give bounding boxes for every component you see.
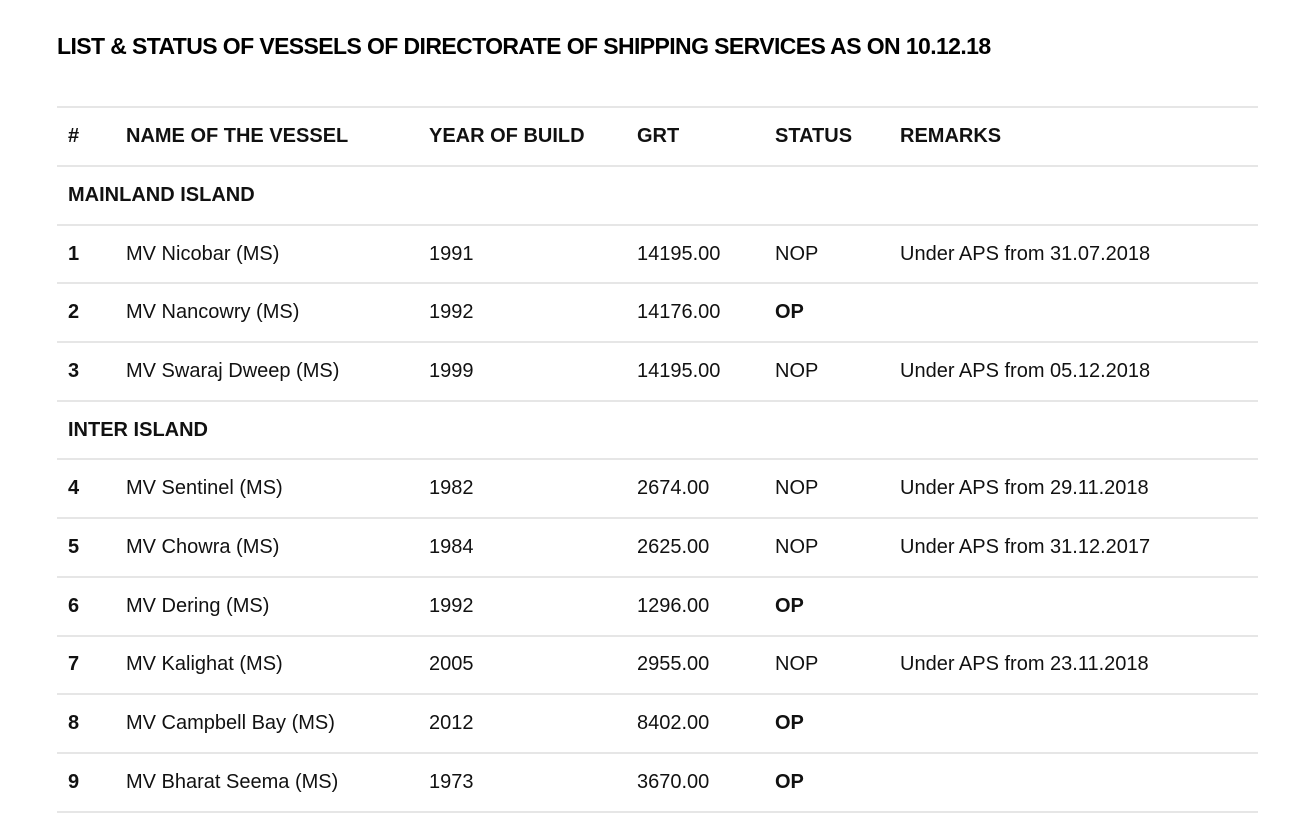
status-value: NOP	[764, 459, 889, 518]
status-value: OP	[764, 577, 889, 636]
remarks-value: Under APS from 31.07.2018	[889, 225, 1258, 284]
table-row	[57, 342, 1258, 401]
table-row	[57, 577, 1258, 636]
year-of-build: 1973	[418, 753, 626, 812]
year-of-build: 2005	[418, 636, 626, 695]
row-number: 1	[57, 225, 115, 284]
vessel-name: MV Swaraj Dweep (MS)	[115, 342, 418, 401]
year-of-build: 1992	[418, 283, 626, 342]
row-number: 9	[57, 753, 115, 812]
vessel-name: MV Bharat Seema (MS)	[115, 753, 418, 812]
group-label: MAINLAND ISLAND	[57, 166, 1258, 225]
grt-value: 1296.00	[626, 577, 764, 636]
column-header-grt: GRT	[626, 107, 764, 166]
remarks-value	[889, 577, 1258, 636]
status-value: NOP	[764, 342, 889, 401]
group-row-inter-island	[57, 401, 1258, 460]
grt-value: 3670.00	[626, 753, 764, 812]
remarks-value	[889, 283, 1258, 342]
year-of-build: 2012	[418, 694, 626, 753]
grt-value: 8402.00	[626, 694, 764, 753]
status-value: OP	[764, 753, 889, 812]
vessel-name: MV Kalighat (MS)	[115, 636, 418, 695]
table-row	[57, 753, 1258, 812]
remarks-value	[889, 753, 1258, 812]
page-title: LIST & STATUS OF VESSELS OF DIRECTORATE OF SHIPPING SERVICES AS ON 10.12.18	[57, 33, 991, 59]
table-row	[57, 636, 1258, 695]
row-number: 7	[57, 636, 115, 695]
year-of-build: 1991	[418, 225, 626, 284]
year-of-build: 1999	[418, 342, 626, 401]
row-number: 6	[57, 577, 115, 636]
grt-value: 2955.00	[626, 636, 764, 695]
column-header-name: NAME OF THE VESSEL	[115, 107, 418, 166]
vessel-name: MV Dering (MS)	[115, 577, 418, 636]
column-header-status: STATUS	[764, 107, 889, 166]
row-number: 3	[57, 342, 115, 401]
vessel-name: MV Nancowry (MS)	[115, 283, 418, 342]
remarks-value: Under APS from 29.11.2018	[889, 459, 1258, 518]
remarks-value: Under APS from 05.12.2018	[889, 342, 1258, 401]
grt-value: 2625.00	[626, 518, 764, 577]
group-label: INTER ISLAND	[57, 401, 1258, 460]
vessel-name: MV Sentinel (MS)	[115, 459, 418, 518]
table-header-row	[57, 107, 1258, 166]
grt-value: 14176.00	[626, 283, 764, 342]
remarks-value: Under APS from 31.12.2017	[889, 518, 1258, 577]
vessel-name: MV Nicobar (MS)	[115, 225, 418, 284]
row-number: 5	[57, 518, 115, 577]
group-row-mainland	[57, 166, 1258, 225]
vessels-table	[57, 106, 1258, 813]
grt-value: 14195.00	[626, 342, 764, 401]
status-value: OP	[764, 283, 889, 342]
row-number: 4	[57, 459, 115, 518]
table-row	[57, 694, 1258, 753]
status-value: NOP	[764, 225, 889, 284]
vessel-name: MV Chowra (MS)	[115, 518, 418, 577]
column-header-year: YEAR OF BUILD	[418, 107, 626, 166]
vessel-name: MV Campbell Bay (MS)	[115, 694, 418, 753]
row-number: 2	[57, 283, 115, 342]
table-row	[57, 518, 1258, 577]
status-value: OP	[764, 694, 889, 753]
status-value: NOP	[764, 518, 889, 577]
year-of-build: 1992	[418, 577, 626, 636]
row-number: 8	[57, 694, 115, 753]
grt-value: 2674.00	[626, 459, 764, 518]
column-header-num: #	[57, 107, 115, 166]
table-row	[57, 459, 1258, 518]
remarks-value	[889, 694, 1258, 753]
table-row	[57, 225, 1258, 284]
remarks-value: Under APS from 23.11.2018	[889, 636, 1258, 695]
column-header-remarks: REMARKS	[889, 107, 1258, 166]
year-of-build: 1984	[418, 518, 626, 577]
status-value: NOP	[764, 636, 889, 695]
year-of-build: 1982	[418, 459, 626, 518]
grt-value: 14195.00	[626, 225, 764, 284]
table-row	[57, 283, 1258, 342]
